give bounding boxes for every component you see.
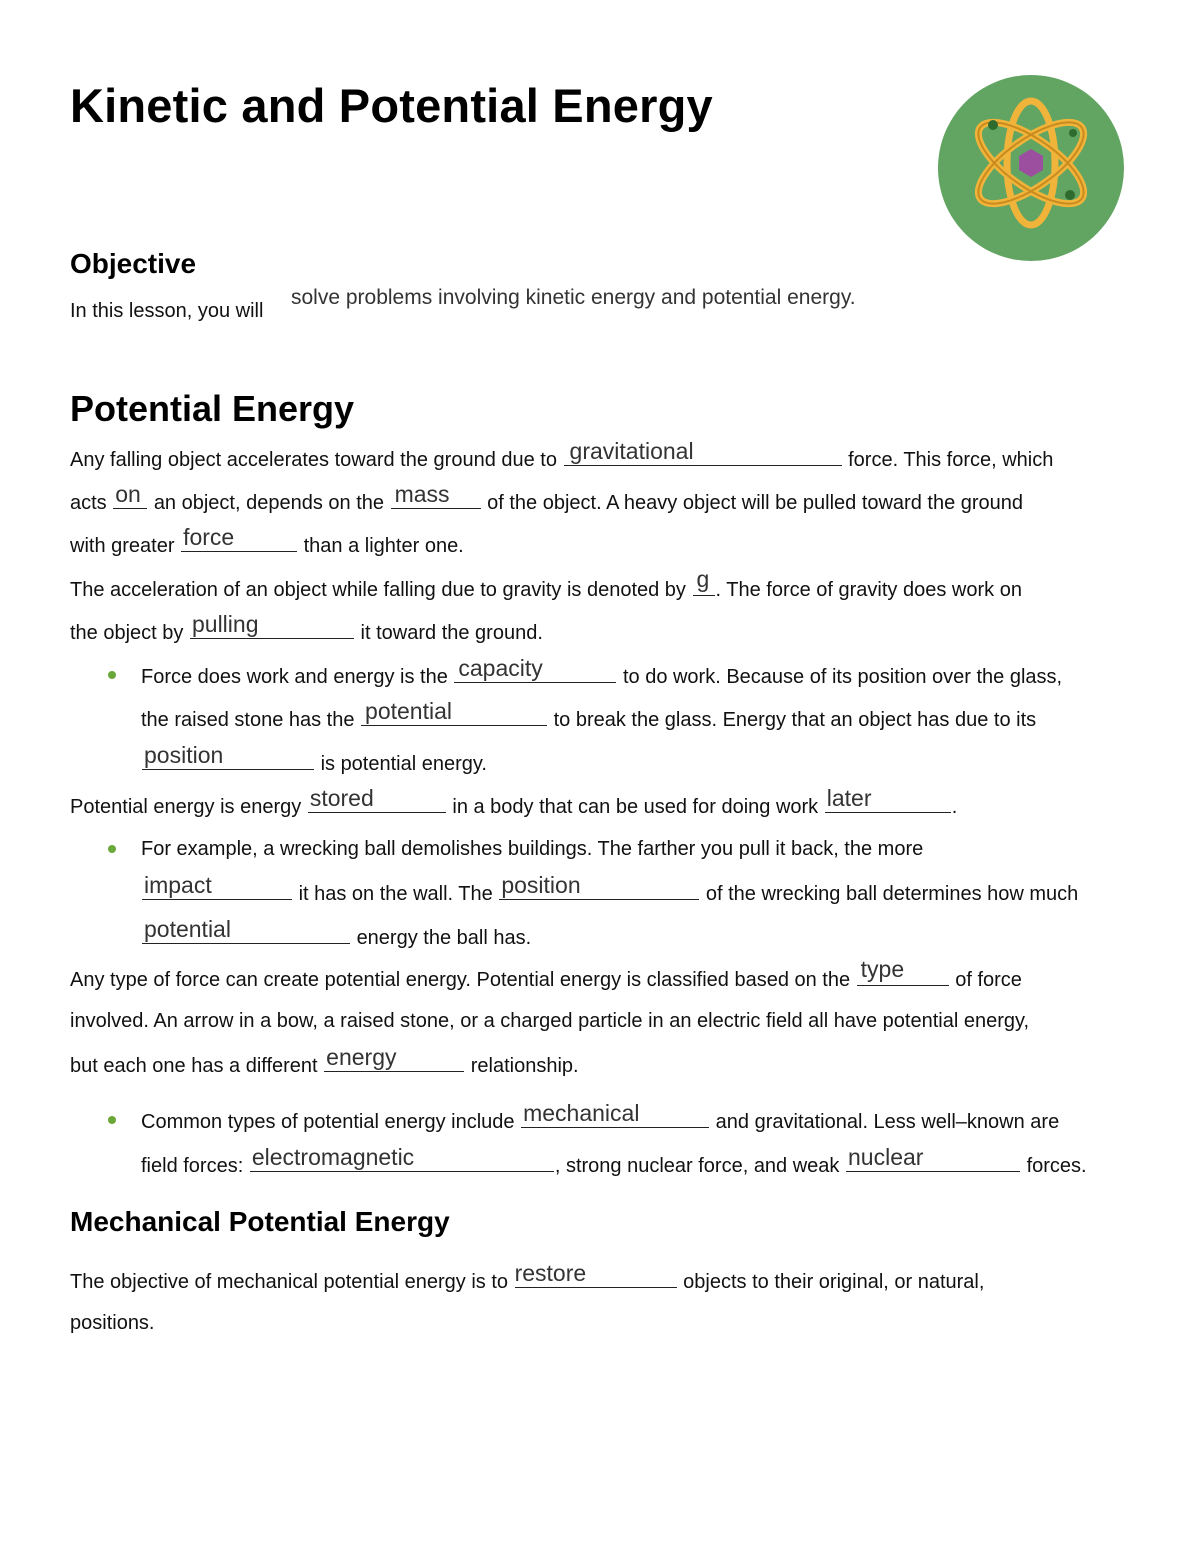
answer: impact [144, 872, 212, 898]
answer: later [826, 785, 872, 811]
pe-line-1 [70, 438, 1054, 473]
blank-nuclear[interactable] [846, 1144, 1020, 1172]
objective-prefix: In this lesson, you will [70, 300, 264, 322]
mechanical-heading: Mechanical Potential Energy [70, 1206, 450, 1237]
text: Common types of potential energy include [141, 1111, 515, 1133]
text: with greater [70, 535, 175, 557]
objective-line [70, 298, 263, 324]
text: the raised stone has the [141, 709, 355, 731]
pe-line-2 [70, 481, 1024, 516]
text: field forces: [141, 1155, 244, 1177]
answer: nuclear [848, 1144, 924, 1170]
blank-mechanical[interactable] [521, 1100, 709, 1128]
text: objects to their original, or natural, [683, 1271, 985, 1293]
text: Any falling object accelerates toward the ground due to [70, 449, 557, 471]
page-title: Kinetic and Potential Energy [70, 79, 713, 132]
blank-potential-2[interactable] [142, 916, 350, 944]
answer: stored [309, 785, 374, 811]
answer: pulling [191, 611, 259, 637]
text: . [951, 796, 958, 818]
blank-g[interactable] [693, 566, 715, 596]
text: it toward the ground. [360, 622, 543, 644]
bullet-icon [108, 845, 116, 853]
text: relationship. [470, 1055, 579, 1077]
answer: potential [365, 698, 453, 724]
answer: on [115, 481, 141, 507]
answer: energy [326, 1044, 397, 1070]
answer: restore [514, 1260, 587, 1286]
answer: gravitational [569, 438, 694, 464]
text: positions. [70, 1312, 155, 1334]
text: in a body that can be used for doing work [452, 796, 819, 818]
text: acts [70, 492, 107, 514]
blank-on[interactable] [113, 481, 147, 509]
pe-line-9 [70, 785, 958, 820]
bullet-icon [108, 1116, 116, 1124]
text: than a lighter one. [303, 535, 464, 557]
pe-line-17 [141, 1144, 1087, 1179]
text: energy the ball has. [356, 927, 532, 949]
blank-electromagnetic[interactable] [250, 1144, 554, 1172]
text: to do work. Because of its position over the glass, [622, 666, 1063, 688]
answer: position [144, 742, 224, 768]
text: to break the glass. Energy that an object has due to its [553, 709, 1037, 731]
potential-energy-heading: Potential Energy [70, 388, 355, 429]
text: For example, a wrecking ball demolishes buildings. The farther you pull it back, the more [141, 838, 924, 860]
pe-line-16 [141, 1100, 1060, 1135]
objective-heading: Objective [70, 248, 197, 279]
text: . The force of gravity does work on [715, 579, 1022, 601]
answer: type [860, 956, 905, 982]
answer: force [183, 524, 235, 550]
pe-line-3 [70, 524, 464, 559]
blank-gravitational[interactable] [564, 438, 842, 466]
answer: potential [144, 916, 231, 942]
text: The objective of mechanical potential energy is to [70, 1271, 509, 1293]
text: The acceleration of an object while falling due to gravity is denoted by [70, 579, 686, 601]
text: it has on the wall. The [298, 883, 493, 905]
answer: g [696, 566, 710, 592]
text: and gravitational. Less well–known are [715, 1111, 1060, 1133]
blank-potential[interactable] [361, 698, 547, 726]
blank-impact[interactable] [142, 872, 292, 900]
pe-line-7 [141, 698, 1037, 733]
blank-stored[interactable] [308, 785, 446, 813]
blank-position[interactable] [142, 742, 314, 770]
answer: electromagnetic [251, 1144, 415, 1170]
text: the object by [70, 622, 184, 644]
text: but each one has a different [70, 1055, 318, 1077]
text: Force does work and energy is the [141, 666, 448, 688]
pe-line-4 [70, 566, 1022, 603]
pe-line-13 [70, 956, 1022, 993]
pe-line-6 [141, 655, 1063, 690]
text: an object, depends on the [153, 492, 384, 514]
mpe-line-2 [70, 1310, 155, 1336]
text: of force [955, 969, 1022, 991]
text: forces. [1026, 1155, 1087, 1177]
text: is potential energy. [320, 753, 487, 775]
mpe-line-1 [70, 1260, 985, 1295]
objective-answer[interactable]: solve problems involving kinetic energy and potential energy. [291, 286, 856, 309]
text: force. This force, which [848, 449, 1054, 471]
text: Potential energy is energy [70, 796, 302, 818]
blank-restore[interactable] [514, 1260, 677, 1288]
text: involved. An arrow in a bow, a raised stone, or a charged particle in an electric field all have potential energy, [70, 1010, 1030, 1032]
pe-line-14 [70, 1008, 1029, 1034]
blank-energy[interactable] [324, 1044, 464, 1072]
text: of the wrecking ball determines how much [705, 883, 1079, 905]
blank-force[interactable] [181, 524, 297, 552]
blank-later[interactable] [825, 785, 951, 813]
blank-pulling[interactable] [190, 611, 354, 639]
text: Any type of force can create potential energy. Potential energy is classified based on the [70, 969, 851, 991]
atom-icon [936, 73, 1126, 263]
answer: capacity [458, 655, 543, 681]
bullet-icon [108, 671, 116, 679]
blank-position-2[interactable] [499, 872, 699, 900]
blank-type[interactable] [857, 956, 949, 986]
text: of the object. A heavy object will be pulled toward the ground [487, 492, 1024, 514]
answer: mechanical [523, 1100, 640, 1126]
pe-line-5 [70, 611, 543, 646]
pe-line-8 [141, 742, 487, 777]
answer: position [501, 872, 581, 898]
answer: mass [394, 481, 450, 507]
pe-line-15 [70, 1044, 579, 1079]
pe-line-12 [141, 916, 532, 951]
blank-capacity[interactable] [454, 655, 616, 683]
pe-line-11 [141, 872, 1079, 907]
pe-line-10 [141, 836, 923, 862]
text: , strong nuclear force, and weak [554, 1155, 840, 1177]
blank-mass[interactable] [391, 481, 481, 509]
